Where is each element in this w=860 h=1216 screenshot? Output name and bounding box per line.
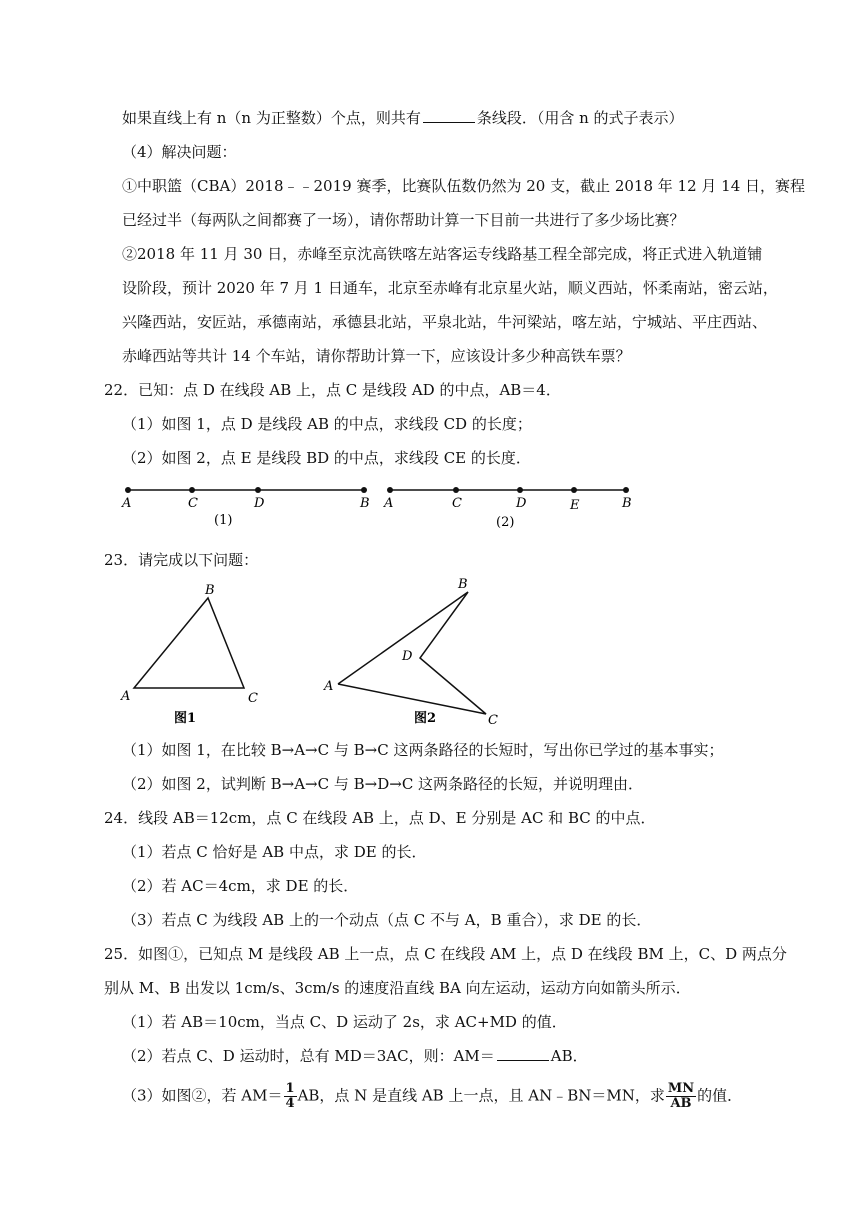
question-23-part-2: （2）如图 2，试判断 B→A→C 与 B→D→C 这两条路径的长短，并说明理由． (122, 775, 644, 793)
line-3: ①中职篮（CBA）2018﹣﹣2019 赛季，比赛队伍数仍然为 20 支，截止 2018 年 12 月 14 日，赛程 (122, 177, 806, 195)
triangle-figure-2 (323, 577, 498, 728)
question-25-part-1: （1）若 AB＝10cm，当点 C、D 运动了 2s，求 AC+MD 的值． (122, 1013, 567, 1031)
vertex-label: D (402, 649, 413, 664)
point-label: B (360, 496, 370, 511)
line-5: ②2018 年 11 月 30 日，赤峰至京沈高铁喀左站客运专线路基工程全部完成，将正式进入轨道铺 (122, 245, 763, 263)
figure-caption: 图1 (174, 711, 197, 726)
segment-figures (118, 478, 638, 534)
question-25-part-3: （3）如图②，若 AM＝ $\frac{1}{4}$ AB，点 N 是直线 AB 上一点，且 AN﹣BN＝MN，求 $\frac{MN}{AB}$ 的值． (122, 1081, 743, 1111)
answer-blank (497, 1046, 549, 1061)
question-25-part-2: （2）若点 C、D 运动时，总有 MD＝3AC，则：AM＝ AB． (122, 1047, 588, 1065)
line-1: 如果直线上有 n（n 为正整数）个点，则共有 条线段．（用含 n 的式子表示） (122, 109, 684, 127)
question-24-part-1: （1）若点 C 恰好是 AB 中点，求 DE 的长． (122, 843, 427, 861)
point-label: A (122, 496, 132, 511)
question-24-part-3: （3）若点 C 为线段 AB 上的一个动点（点 C 不与 A，B 重合），求 DE 的长． (122, 911, 652, 929)
triangle-figure-1 (120, 583, 258, 726)
fraction-one-quarter: $\frac{1}{4}$ (285, 1081, 295, 1111)
segment-figure-2 (383, 487, 632, 530)
question-23-part-1: （1）如图 1，在比较 B→A→C 与 B→C 这两条路径的长短时，写出你已学过的基本事实； (122, 741, 724, 759)
point-label: D (254, 496, 265, 511)
point-label: D (516, 496, 527, 511)
line-6: 设阶段，预计 2020 年 7 月 1 日通车，北京至赤峰有北京星火站，顺义西站，怀柔南站，密云站， (122, 279, 778, 297)
point-label: B (622, 496, 632, 511)
question-22: 22．已知：点 D 在线段 AB 上，点 C 是线段 AD 的中点，AB＝4． (104, 381, 561, 399)
vertex-label: A (121, 689, 131, 704)
figure-caption: (1) (214, 513, 233, 528)
question-22-part-2: （2）如图 2，点 E 是线段 BD 的中点，求线段 CE 的长度． (122, 449, 531, 467)
point-label: E (570, 498, 580, 513)
line-7: 兴隆西站，安匠站，承德南站，承德县北站，平泉北站，牛河梁站，喀左站，宁城站、平庄西站、 (122, 313, 768, 331)
figure-caption: (2) (496, 515, 515, 530)
triangle-figures (116, 574, 516, 730)
question-24: 24．线段 AB＝12cm，点 C 在线段 AB 上，点 D、E 分别是 AC 和 BC 的中点． (104, 809, 656, 827)
vertex-label: C (248, 691, 258, 706)
vertex-label: B (458, 577, 468, 592)
figure-caption: 图2 (414, 711, 437, 726)
vertex-label: A (324, 679, 334, 694)
fraction-mn-over-ab: $\frac{MN}{AB}$ (667, 1081, 695, 1111)
line-8: 赤峰西站等共计 14 个车站，请你帮助计算一下，应该设计多少种高铁车票？ (122, 347, 631, 365)
vertex-label: C (488, 713, 498, 728)
question-24-part-2: （2）若 AC＝4cm，求 DE 的长． (122, 877, 359, 895)
line-4: 已经过半（每两队之间都赛了一场），请你帮助计算一下目前一共进行了多少场比赛？ (122, 211, 685, 229)
question-25-cont: 别从 M、B 出发以 1cm/s、3cm/s 的速度沿直线 BA 向左运动，运动方向如箭头所示． (104, 979, 691, 997)
question-23: 23．请完成以下问题： (104, 551, 259, 569)
point-label: A (384, 496, 394, 511)
question-25: 25．如图①，已知点 M 是线段 AB 上一点，点 C 在线段 AM 上，点 D 在线段 BM 上，C、D 两点分 (104, 945, 787, 963)
line-2: （4）解决问题： (122, 143, 237, 161)
vertex-label: B (205, 583, 215, 598)
point-label: C (452, 496, 462, 511)
segment-figure-1 (121, 487, 370, 528)
point-label: C (188, 496, 198, 511)
question-22-part-1: （1）如图 1，点 D 是线段 AB 的中点，求线段 CD 的长度； (122, 415, 532, 433)
answer-blank (423, 108, 475, 123)
